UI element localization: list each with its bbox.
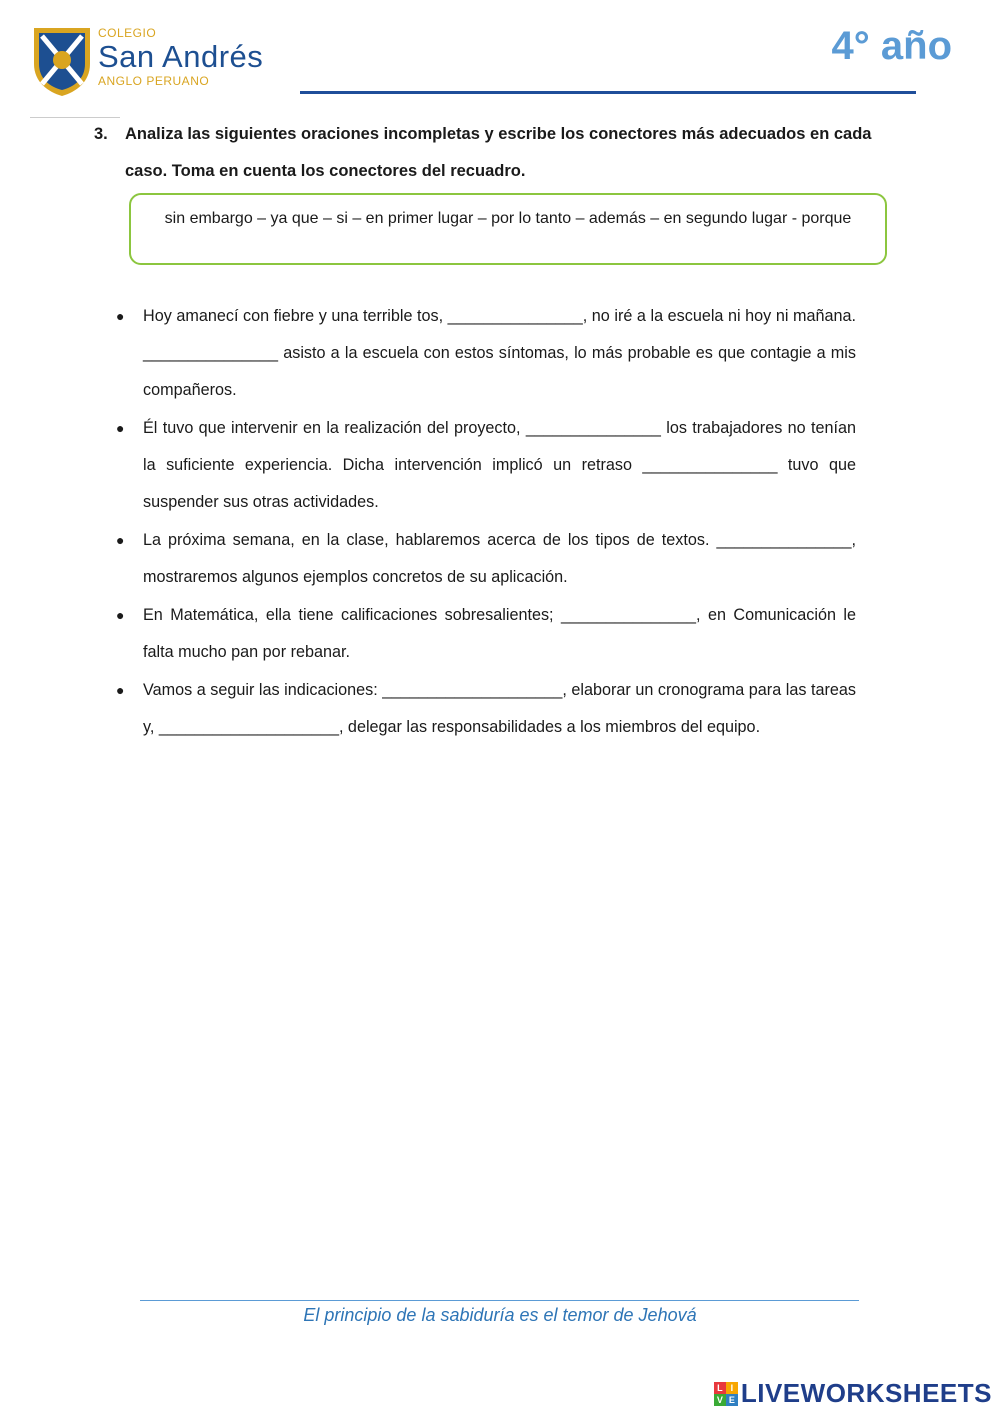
bullet-icon: ●: [116, 420, 125, 436]
bullet-icon: ●: [116, 607, 125, 623]
liveworksheets-brand[interactable]: [714, 1378, 992, 1409]
question-text: Analiza las siguientes oraciones incompletas y escribe los conectores más adecuados en cada caso. Toma en cuenta los conectores del recuadro.: [125, 125, 872, 180]
grade-label: 4° año: [831, 24, 952, 68]
exercise-item[interactable]: [116, 410, 856, 521]
liveworksheets-text: LIVEWORKSHEETS: [740, 1378, 992, 1408]
exercise-text: Vamos a seguir las indicaciones: ____________________, elaborar un cronograma para las tareas y, ____________________, delegar las responsabilidades a los miembros del equipo.: [143, 681, 856, 736]
logo-colegio-text: COLEGIO: [98, 26, 157, 40]
exercise-text: En Matemática, ella tiene calificaciones sobresalientes; _______________, en Comunicación le falta mucho pan por rebanar.: [143, 606, 856, 661]
logo-school-name: San Andrés: [98, 39, 264, 74]
liveworksheets-logo-icon: L I V E: [714, 1382, 738, 1406]
school-crest-icon: [30, 24, 94, 98]
bullet-icon: ●: [116, 682, 125, 698]
question-number: 3.: [94, 125, 108, 143]
exercise-text: Él tuvo que intervenir en la realización del proyecto, _______________ los trabajadores no tenían la suficiente experiencia. Dicha intervención implicó un retraso _______________ tuvo que suspender sus otras actividades.: [143, 419, 856, 511]
exercise-text: Hoy amanecí con fiebre y una terrible tos, _______________, no iré a la escuela ni hoy ni mañana. _______________ asisto a la escuela con estos síntomas, lo más probable es que contagie a mis compañeros.: [143, 307, 856, 399]
exercise-list: [116, 298, 856, 747]
header-divider: [300, 91, 916, 94]
bullet-icon: ●: [116, 532, 125, 548]
footer-divider: [140, 1300, 859, 1301]
exercise-item[interactable]: [116, 298, 856, 409]
exercise-item[interactable]: [116, 597, 856, 671]
bullet-icon: ●: [116, 308, 125, 324]
footer-motto: El principio de la sabiduría es el temor de Jehová: [303, 1305, 697, 1325]
connectors-box: sin embargo – ya que – si – en primer lugar – por lo tanto – además – en segundo lugar - porque: [129, 193, 887, 265]
exercise-text: La próxima semana, en la clase, hablaremos acerca de los tipos de textos. _______________, mostraremos algunos ejemplos concretos de su aplicación.: [143, 531, 856, 586]
exercise-item[interactable]: [116, 672, 856, 746]
logo-subtitle: ANGLO PERUANO: [98, 74, 210, 88]
question-heading: [94, 116, 874, 190]
school-logo: [30, 24, 290, 100]
exercise-item[interactable]: [116, 522, 856, 596]
